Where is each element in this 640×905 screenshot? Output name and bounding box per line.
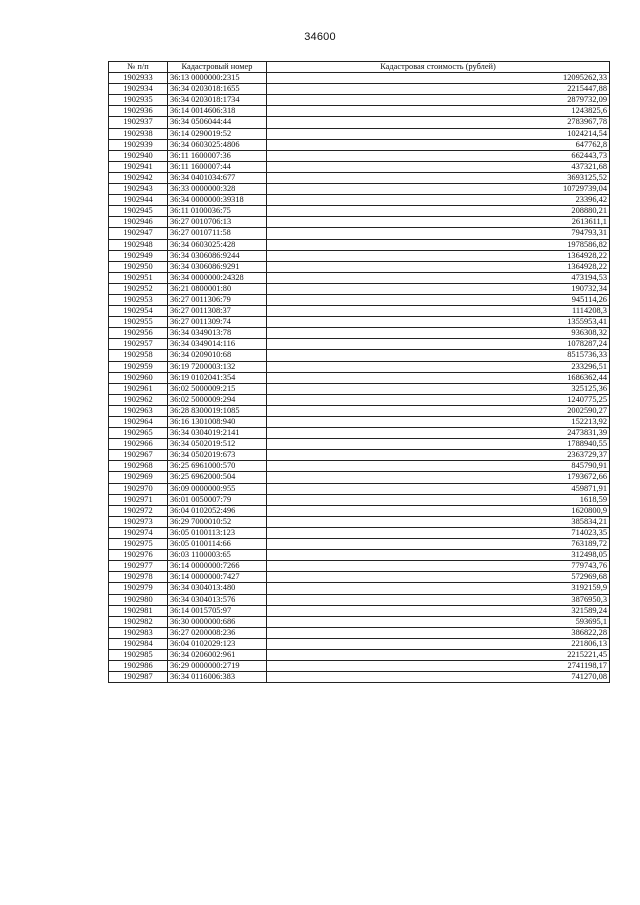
table-row [109,616,610,627]
table-row [109,572,610,583]
cadastral-number-cell: 36:34 0203018:1655 [168,84,267,95]
row-number-cell: 1902979 [109,583,168,594]
cadastral-number-cell: 36:34 0502019:673 [168,450,267,461]
table-row [109,361,610,372]
cadastral-value-cell: 662443,73 [267,150,610,161]
table-row [109,550,610,561]
page-number: 34600 [304,31,336,43]
row-number-cell: 1902960 [109,372,168,383]
row-number-cell: 1902986 [109,661,168,672]
cadastral-value-cell: 2783967,78 [267,117,610,128]
header-cadastral-number: Кадастровый номер [168,62,267,73]
cadastral-value-cell: 233296,51 [267,361,610,372]
cadastral-value-cell: 190732,34 [267,283,610,294]
row-number-cell: 1902953 [109,294,168,305]
cadastral-value-cell: 1078287,24 [267,339,610,350]
cadastral-value-cell: 2879732,09 [267,95,610,106]
row-number-cell: 1902968 [109,461,168,472]
table-header-row [109,62,610,73]
table-row [109,483,610,494]
cadastral-number-cell: 36:19 0102041:354 [168,372,267,383]
row-number-cell: 1902980 [109,594,168,605]
table-row [109,128,610,139]
cadastral-number-cell: 36:29 0000000:2719 [168,661,267,672]
cadastral-value-cell: 152213,92 [267,417,610,428]
row-number-cell: 1902934 [109,84,168,95]
table-row [109,217,610,228]
cadastral-value-cell: 1243825,6 [267,106,610,117]
row-number-cell: 1902971 [109,494,168,505]
table-row [109,206,610,217]
table-row [109,272,610,283]
table-row [109,184,610,195]
table-row [109,73,610,84]
cadastral-number-cell: 36:34 0000000:39318 [168,195,267,206]
cadastral-value-cell: 3192159,9 [267,583,610,594]
cadastral-value-table [108,61,610,683]
row-number-cell: 1902984 [109,638,168,649]
cadastral-value-cell: 473194,53 [267,272,610,283]
cadastral-value-cell: 714023,35 [267,527,610,538]
row-number-cell: 1902987 [109,672,168,683]
cadastral-number-cell: 36:11 0100036:75 [168,206,267,217]
table-row [109,228,610,239]
cadastral-number-cell: 36:01 0050007:79 [168,494,267,505]
row-number-cell: 1902970 [109,483,168,494]
table-row [109,195,610,206]
cadastral-number-cell: 36:34 0506044:44 [168,117,267,128]
cadastral-number-cell: 36:34 0304013:480 [168,583,267,594]
cadastral-number-cell: 36:34 0000000:24328 [168,272,267,283]
table-row [109,428,610,439]
row-number-cell: 1902947 [109,228,168,239]
cadastral-value-cell: 23396,42 [267,195,610,206]
cadastral-number-cell: 36:30 0000000:686 [168,616,267,627]
cadastral-value-cell: 572969,68 [267,572,610,583]
cadastral-value-cell: 437321,68 [267,161,610,172]
table-row [109,405,610,416]
cadastral-value-cell: 10729739,04 [267,184,610,195]
row-number-cell: 1902972 [109,505,168,516]
row-number-cell: 1902982 [109,616,168,627]
cadastral-number-cell: 36:34 0603025:428 [168,239,267,250]
row-number-cell: 1902937 [109,117,168,128]
cadastral-value-cell: 12095262,33 [267,73,610,84]
cadastral-number-cell: 36:11 1600007:36 [168,150,267,161]
table-row [109,328,610,339]
row-number-cell: 1902962 [109,394,168,405]
cadastral-value-cell: 936308,32 [267,328,610,339]
cadastral-value-cell: 945114,26 [267,294,610,305]
cadastral-number-cell: 36:11 1600007:44 [168,161,267,172]
row-number-cell: 1902933 [109,73,168,84]
row-number-cell: 1902973 [109,516,168,527]
cadastral-value-cell: 386822,28 [267,627,610,638]
cadastral-value-cell: 3693125,52 [267,172,610,183]
row-number-cell: 1902954 [109,306,168,317]
cadastral-value-cell: 325125,36 [267,383,610,394]
row-number-cell: 1902983 [109,627,168,638]
row-number-cell: 1902981 [109,605,168,616]
row-number-cell: 1902957 [109,339,168,350]
cadastral-value-cell: 1620800,9 [267,505,610,516]
cadastral-value-cell: 385834,21 [267,516,610,527]
table-row [109,339,610,350]
header-row-number: № п/п [109,62,168,73]
cadastral-number-cell: 36:34 0206002:961 [168,649,267,660]
table-row [109,539,610,550]
cadastral-number-cell: 36:04 0102052:496 [168,505,267,516]
row-number-cell: 1902948 [109,239,168,250]
table-row [109,527,610,538]
table-row [109,516,610,527]
table-row [109,627,610,638]
table-row [109,561,610,572]
cadastral-value-cell: 1978586,82 [267,239,610,250]
row-number-cell: 1902955 [109,317,168,328]
cadastral-number-cell: 36:34 0209010:68 [168,350,267,361]
cadastral-value-cell: 763189,72 [267,539,610,550]
cadastral-value-cell: 2741198,17 [267,661,610,672]
cadastral-number-cell: 36:05 0100114:66 [168,539,267,550]
table-row [109,472,610,483]
cadastral-number-cell: 36:34 0304013:576 [168,594,267,605]
table-row [109,583,610,594]
table-row [109,638,610,649]
table-row [109,661,610,672]
cadastral-number-cell: 36:34 0203018:1734 [168,95,267,106]
cadastral-number-cell: 36:34 0306086:9244 [168,250,267,261]
cadastral-number-cell: 36:34 0603025:4806 [168,139,267,150]
table-row [109,283,610,294]
table-row [109,383,610,394]
cadastral-number-cell: 36:34 0349013:78 [168,328,267,339]
cadastral-number-cell: 36:25 6962000:504 [168,472,267,483]
row-number-cell: 1902959 [109,361,168,372]
cadastral-value-cell: 1240775,25 [267,394,610,405]
row-number-cell: 1902964 [109,417,168,428]
cadastral-value-cell: 2002590,27 [267,405,610,416]
cadastral-value-cell: 2215447,88 [267,84,610,95]
cadastral-value-cell: 2473831,39 [267,428,610,439]
table-row [109,306,610,317]
cadastral-value-cell: 3876950,3 [267,594,610,605]
cadastral-value-cell: 2613611,1 [267,217,610,228]
table-row [109,239,610,250]
cadastral-number-cell: 36:05 0100113:123 [168,527,267,538]
table-row [109,649,610,660]
row-number-cell: 1902944 [109,195,168,206]
cadastral-number-cell: 36:34 0502019:512 [168,439,267,450]
cadastral-number-cell: 36:25 6961000:570 [168,461,267,472]
table-row [109,161,610,172]
row-number-cell: 1902976 [109,550,168,561]
cadastral-number-cell: 36:34 0116006:383 [168,672,267,683]
cadastral-value-cell: 221806,13 [267,638,610,649]
cadastral-number-cell: 36:14 0015705:97 [168,605,267,616]
cadastral-value-cell: 1355953,41 [267,317,610,328]
cadastral-value-cell: 741270,08 [267,672,610,683]
cadastral-number-cell: 36:02 5000009:294 [168,394,267,405]
cadastral-number-cell: 36:33 0000000:328 [168,184,267,195]
cadastral-number-cell: 36:13 0000000:2315 [168,73,267,84]
cadastral-number-cell: 36:27 0011309:74 [168,317,267,328]
table-row [109,150,610,161]
table-row [109,394,610,405]
cadastral-value-cell: 779743,76 [267,561,610,572]
row-number-cell: 1902945 [109,206,168,217]
cadastral-value-cell: 794793,31 [267,228,610,239]
cadastral-number-cell: 36:14 0014606:318 [168,106,267,117]
table-row [109,250,610,261]
row-number-cell: 1902936 [109,106,168,117]
table-row [109,294,610,305]
cadastral-value-cell: 312498,05 [267,550,610,561]
table-row [109,117,610,128]
table-row [109,417,610,428]
row-number-cell: 1902985 [109,649,168,660]
table-body [109,73,610,683]
cadastral-value-cell: 2363729,37 [267,450,610,461]
table-row [109,317,610,328]
cadastral-number-cell: 36:04 0102029:123 [168,638,267,649]
row-number-cell: 1902966 [109,439,168,450]
cadastral-value-cell: 647762,8 [267,139,610,150]
row-number-cell: 1902938 [109,128,168,139]
row-number-cell: 1902935 [109,95,168,106]
row-number-cell: 1902977 [109,561,168,572]
cadastral-number-cell: 36:14 0290019:52 [168,128,267,139]
cadastral-number-cell: 36:27 0010711:58 [168,228,267,239]
cadastral-number-cell: 36:34 0306086:9291 [168,261,267,272]
cadastral-number-cell: 36:34 0349014:116 [168,339,267,350]
row-number-cell: 1902939 [109,139,168,150]
table-row [109,450,610,461]
row-number-cell: 1902949 [109,250,168,261]
cadastral-number-cell: 36:29 7000010:52 [168,516,267,527]
cadastral-number-cell: 36:27 0010706:13 [168,217,267,228]
table-row [109,95,610,106]
row-number-cell: 1902958 [109,350,168,361]
table-row [109,605,610,616]
row-number-cell: 1902975 [109,539,168,550]
cadastral-value-cell: 459871,91 [267,483,610,494]
cadastral-value-cell: 593695,1 [267,616,610,627]
cadastral-value-cell: 1114208,3 [267,306,610,317]
cadastral-value-cell: 208880,21 [267,206,610,217]
table-row [109,372,610,383]
cadastral-number-cell: 36:14 0000000:7266 [168,561,267,572]
row-number-cell: 1902946 [109,217,168,228]
cadastral-number-cell: 36:14 0000000:7427 [168,572,267,583]
row-number-cell: 1902943 [109,184,168,195]
row-number-cell: 1902978 [109,572,168,583]
cadastral-value-cell: 1364928,22 [267,261,610,272]
row-number-cell: 1902974 [109,527,168,538]
row-number-cell: 1902963 [109,405,168,416]
cadastral-value-cell: 2215221,45 [267,649,610,660]
row-number-cell: 1902967 [109,450,168,461]
table-row [109,594,610,605]
table-row [109,494,610,505]
row-number-cell: 1902952 [109,283,168,294]
cadastral-value-cell: 1364928,22 [267,250,610,261]
cadastral-number-cell: 36:02 5000009:215 [168,383,267,394]
cadastral-number-cell: 36:03 1100003:65 [168,550,267,561]
row-number-cell: 1902941 [109,161,168,172]
cadastral-number-cell: 36:27 0011308:37 [168,306,267,317]
cadastral-value-cell: 1686362,44 [267,372,610,383]
table-row [109,139,610,150]
row-number-cell: 1902950 [109,261,168,272]
cadastral-value-cell: 8515736,33 [267,350,610,361]
row-number-cell: 1902942 [109,172,168,183]
row-number-cell: 1902969 [109,472,168,483]
cadastral-number-cell: 36:28 8300019:1085 [168,405,267,416]
table-row [109,350,610,361]
cadastral-value-cell: 1618,59 [267,494,610,505]
cadastral-number-cell: 36:16 1301008:940 [168,417,267,428]
table-row [109,672,610,683]
cadastral-number-cell: 36:21 0800001:80 [168,283,267,294]
cadastral-value-cell: 321589,24 [267,605,610,616]
row-number-cell: 1902951 [109,272,168,283]
table-row [109,172,610,183]
table-row [109,84,610,95]
cadastral-number-cell: 36:19 7200003:132 [168,361,267,372]
table-row [109,106,610,117]
cadastral-number-cell: 36:09 0000000:955 [168,483,267,494]
cadastral-number-cell: 36:34 0401034:677 [168,172,267,183]
table-row [109,261,610,272]
row-number-cell: 1902965 [109,428,168,439]
cadastral-number-cell: 36:27 0011306:79 [168,294,267,305]
cadastral-number-cell: 36:27 0200008:236 [168,627,267,638]
table-row [109,439,610,450]
cadastral-value-cell: 845790,91 [267,461,610,472]
cadastral-value-cell: 1793672,66 [267,472,610,483]
cadastral-value-cell: 1024214,54 [267,128,610,139]
cadastral-value-cell: 1788940,55 [267,439,610,450]
row-number-cell: 1902961 [109,383,168,394]
table-row [109,505,610,516]
header-cadastral-value: Кадастровая стоимость (рублей) [267,62,610,73]
table-row [109,461,610,472]
row-number-cell: 1902956 [109,328,168,339]
cadastral-number-cell: 36:34 0304019:2141 [168,428,267,439]
row-number-cell: 1902940 [109,150,168,161]
